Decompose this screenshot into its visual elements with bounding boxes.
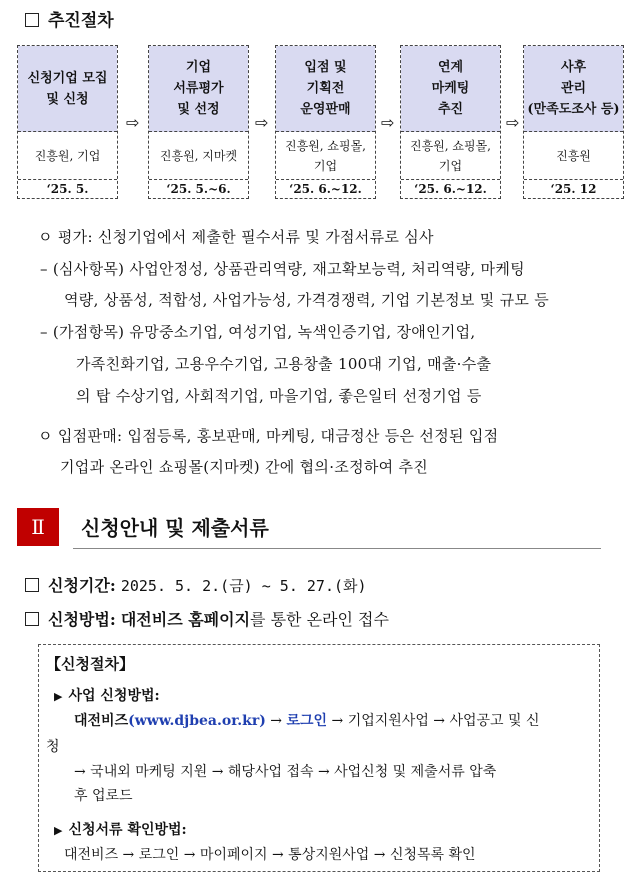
triangle-bullet-icon: ▶ bbox=[54, 824, 63, 837]
application-method bbox=[25, 607, 389, 630]
apply-method-label: 사업 신청방법: bbox=[68, 688, 160, 704]
arrow-text: → bbox=[265, 713, 287, 729]
check-method-label: 신청서류 확인방법: bbox=[68, 822, 187, 838]
square-bullet-icon bbox=[25, 612, 39, 626]
bonus-items-line-3: 의 탑 수상기업, 사회적기업, 마을기업, 좋은일터 선정기업 등 bbox=[76, 387, 482, 405]
flow-step-org-line: 진흥원, 지마켓 bbox=[159, 148, 238, 163]
flow-step-orgs bbox=[524, 132, 623, 180]
flow-step-date: ‘25. 6.~12. bbox=[289, 182, 362, 196]
square-bullet-icon bbox=[25, 13, 39, 27]
flow-arrow-icon: ⇨ bbox=[506, 113, 520, 132]
section-title: 신청안내 및 제출서류 bbox=[81, 516, 269, 540]
flow-step-orgs bbox=[149, 132, 248, 180]
flow-step-org-line: 기업 bbox=[438, 158, 463, 173]
flow-step bbox=[275, 45, 376, 199]
check-method-path: 대전비즈 → 로그인 → 마이페이지 → 통상지원사업 → 신청목록 확인 bbox=[64, 847, 476, 863]
flow-step-org-line: 기업 bbox=[313, 158, 338, 173]
flow-step-title bbox=[524, 46, 623, 132]
flow-step-orgs bbox=[401, 132, 500, 180]
flow-step-title-line: 서류평가 bbox=[173, 81, 224, 96]
flow-step-title-line: 및 선정 bbox=[177, 102, 220, 117]
apply-method-wrap: 청 bbox=[46, 739, 60, 755]
flow-step-orgs bbox=[18, 132, 117, 180]
site-name: 대전비즈 bbox=[74, 713, 129, 729]
flow-step-org-line: 진흥원, 쇼핑몰, bbox=[285, 138, 366, 153]
apply-method-line-3: → 국내외 마케팅 지원 → 해당사업 접속 → 사업신청 및 제출서류 압축 bbox=[74, 764, 497, 780]
evaluation-line: ㅇ 평가: 신청기업에서 제출한 필수서류 및 가점서류로 심사 bbox=[38, 228, 434, 246]
method-label: 신청방법: bbox=[48, 610, 116, 629]
apply-method-line-1 bbox=[74, 711, 540, 731]
period-label: 신청기간: bbox=[48, 576, 116, 595]
flow-step-title-line: 기업 bbox=[185, 60, 212, 75]
flow-arrow-icon: ⇨ bbox=[126, 113, 140, 132]
flow-arrow-icon: ⇨ bbox=[381, 113, 395, 132]
flow-step-orgs bbox=[276, 132, 375, 180]
flow-step-title-line: 연계 bbox=[437, 60, 464, 75]
flow-step-title-line: 입점 및 bbox=[304, 60, 347, 75]
flow-arrow-icon: ⇨ bbox=[255, 113, 269, 132]
bonus-items-line-2: 가족친화기업, 고용우수기업, 고용창출 100대 기업, 매출·수출 bbox=[76, 355, 492, 373]
apply-method-heading bbox=[54, 686, 160, 707]
flow-step-title bbox=[401, 46, 500, 132]
flow-step-title-line: 추진 bbox=[437, 102, 464, 117]
flow-step-title-line: (만족도조사 등) bbox=[527, 102, 620, 117]
method-site: 대전비즈 홈페이지 bbox=[120, 610, 251, 629]
flow-step-date: ‘25. 6.~12. bbox=[414, 182, 487, 196]
check-method-heading bbox=[54, 820, 187, 841]
flow-step-title bbox=[276, 46, 375, 132]
flow-step-org-line: 진흥원, 쇼핑몰, bbox=[410, 138, 491, 153]
flow-step bbox=[400, 45, 501, 199]
site-url-link[interactable]: (www.djbea.or.kr) bbox=[128, 713, 266, 729]
period-value: 2025. 5. 2.(금) ~ 5. 27.(화) bbox=[120, 577, 367, 595]
square-bullet-icon bbox=[25, 578, 39, 592]
flow-step bbox=[523, 45, 624, 199]
flow-step-title bbox=[18, 46, 117, 132]
flow-step bbox=[148, 45, 249, 199]
method-rest: 를 통한 온라인 접수 bbox=[250, 610, 389, 629]
flow-step-title-line: 신청기업 모집 bbox=[27, 70, 108, 86]
login-link[interactable]: 로그인 bbox=[286, 713, 328, 729]
procedure-box-title: 【신청절차】 bbox=[46, 655, 134, 673]
procedure-heading bbox=[25, 6, 114, 31]
flow-step-date: ‘25. 5. bbox=[46, 182, 89, 196]
flow-step-org-line: 진흥원, 기업 bbox=[34, 148, 101, 163]
flow-step bbox=[17, 45, 118, 199]
review-items-line-1: – (심사항목) 사업안정성, 상품관리역량, 재고확보능력, 처리역량, 마케팅 bbox=[40, 260, 525, 278]
flow-step-title-line: 관리 bbox=[560, 81, 587, 96]
section-divider bbox=[73, 548, 601, 549]
store-sales-line-1: ㅇ 입점판매: 입점등록, 홍보판매, 마케팅, 대금정산 등은 선정된 입점 bbox=[38, 427, 499, 445]
flow-step-title-line: 사후 bbox=[560, 60, 587, 75]
apply-path-text: → 기업지원사업 → 사업공고 및 신 bbox=[327, 713, 540, 729]
flow-step-date: ‘25. 5.~6. bbox=[166, 182, 231, 196]
section-number-badge: Ⅱ bbox=[17, 508, 59, 546]
bonus-items-line-1: – (가점항목) 유망중소기업, 여성기업, 녹색인증기업, 장애인기업, bbox=[40, 323, 476, 341]
procedure-heading-text: 추진절차 bbox=[48, 11, 114, 31]
store-sales-line-2: 기업과 온라인 쇼핑몰(지마켓) 간에 협의·조정하여 추진 bbox=[60, 458, 429, 476]
flow-step-title-line: 마케팅 bbox=[431, 81, 470, 96]
flow-step-org-line: 진흥원 bbox=[556, 148, 591, 163]
review-items-line-2: 역량, 상품성, 적합성, 사업가능성, 가격경쟁력, 기업 기본정보 및 규모 등 bbox=[64, 291, 550, 309]
flow-step-title bbox=[149, 46, 248, 132]
flow-step-title-line: 및 신청 bbox=[46, 91, 89, 107]
flow-step-title-line: 기획전 bbox=[306, 81, 345, 96]
application-period bbox=[25, 573, 367, 596]
flow-step-title-line: 운영판매 bbox=[300, 102, 351, 117]
flow-step-date: ‘25. 12 bbox=[550, 182, 597, 196]
triangle-bullet-icon: ▶ bbox=[54, 690, 63, 703]
apply-method-line-4: 후 업로드 bbox=[74, 788, 133, 804]
